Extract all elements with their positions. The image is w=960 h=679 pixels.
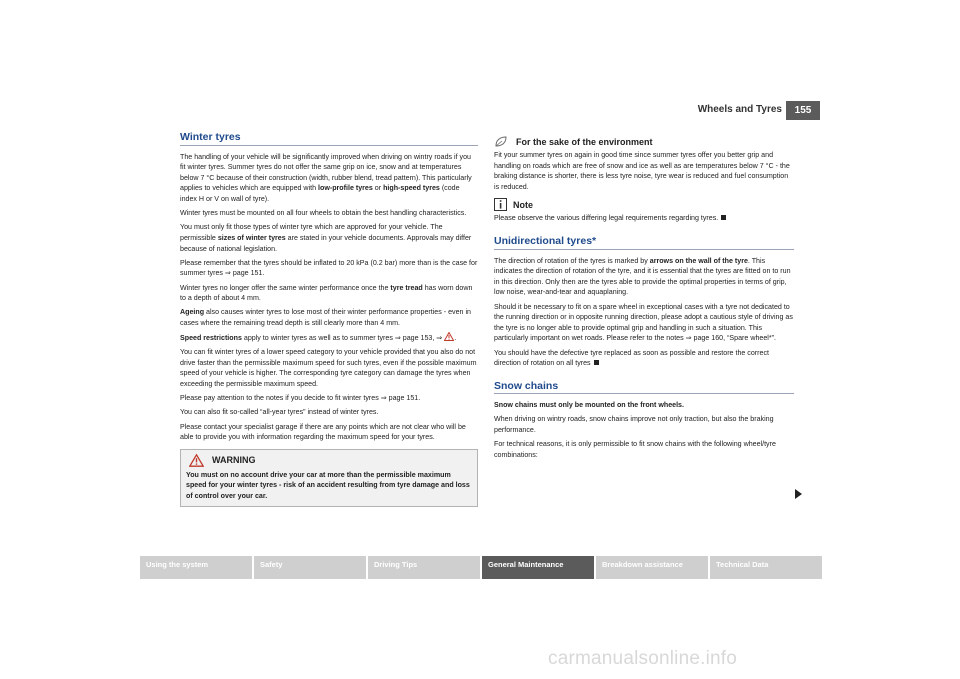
heading-winter-tyres: Winter tyres (180, 132, 478, 146)
note-title: Note (513, 199, 533, 210)
paragraph: You should have the defective tyre replaced as soon as possible and restore the correct direction of rotation on all tyres (494, 348, 769, 368)
paragraph: Speed restrictions apply to winter tyres as well as to summer tyres ⇒ page 153, ⇒ . (180, 334, 457, 343)
leaf-icon (494, 136, 508, 148)
tab-safety[interactable]: Safety (254, 556, 366, 579)
heading-unidirectional-tyres: Unidirectional tyres* (494, 236, 794, 250)
paragraph: Should it be necessary to fit on a spare wheel in exceptional cases with a tyre not dedicated to the running direction or in opposite running direction, please adopt a cautious style of driving as the tyre is no longer able to provide optimal grip and handling in such a situation. This particularly important on wet roads. Please refer to the notes ⇒ page 160, “Spare wheel*”. (494, 302, 793, 343)
warning-box (180, 449, 478, 507)
heading-snow-chains: Snow chains (494, 381, 794, 395)
left-column (180, 132, 478, 507)
warning-title: WARNING (212, 454, 256, 465)
environment-text: Fit your summer tyres on again in good time since summer tyres offer you better grip and handling on roads which are free of snow and ice as well as are temperatures below 7 °C - the braking distance is shorter, there is less tyre noise, tyre wear is reduced and fuel consumption is reduced. (494, 151, 790, 191)
warning-triangle-icon (189, 454, 204, 467)
environment-title: For the sake of the environment (516, 136, 653, 147)
paragraph: The handling of your vehicle will be significantly improved when driving on wintry roads if you fit winter tyres. Summer tyres do not offer the same grip on ice, snow and at temperatures below 7 °C because of their construction (width, rubber blend, tread pattern). This particularly applies to vehicles which are equipped with low-profile tyres or high-speed tyres (code index H or V on wall of tyre). (180, 152, 472, 203)
arrow-right-icon (795, 489, 802, 499)
paragraph: You can also fit so-called “all-year tyres” instead of winter tyres. (180, 408, 379, 417)
paragraph: The direction of rotation of the tyres is marked by arrows on the wall of the tyre. This indicates the direction of rotation of the tyre, and it is essential that the tyres are fitted on to run in this direction. Only then are the tyres able to provide the optimal properties in terms of grip, low noise, wear-and-tear and aquaplaning. (494, 256, 791, 297)
paragraph: You can fit winter tyres of a lower speed category to your vehicle provided that you also do not drive faster than the permissible maximum speed for such tyres, even if the possible maximum speed of your vehicle is higher. The corresponding tyre category can damage the tyres when exceeding the permissible maximum speed. (180, 348, 477, 389)
right-column (494, 132, 794, 464)
page-number: 155 (786, 101, 820, 120)
end-of-section-marker (721, 215, 726, 220)
end-of-section-marker (594, 360, 599, 365)
warning-text: You must on no account drive your car at more than the permissible maximum speed for your winter tyres - risk of an accident resulting from tyre damage and loss of control over your car. (186, 470, 470, 500)
tab-general-maintenance[interactable]: General Maintenance (482, 556, 594, 579)
paragraph: Please pay attention to the notes if you decide to fit winter tyres ⇒ page 151. (180, 394, 421, 403)
paragraph: Please remember that the tyres should be inflated to 20 kPa (0.2 bar) more than is the case for summer tyres ⇒ page 151. (180, 258, 478, 278)
tab-breakdown-assistance[interactable]: Breakdown assistance (596, 556, 708, 579)
page-header (640, 101, 820, 120)
tab-technical-data[interactable]: Technical Data (710, 556, 822, 579)
paragraph: Winter tyres must be mounted on all four wheels to obtain the best handling characteristics. (180, 209, 467, 218)
paragraph: Winter tyres no longer offer the same winter performance once the tyre tread has worn down to a depth of about 4 mm. (180, 283, 473, 303)
header-title: Wheels and Tyres (697, 104, 782, 115)
tab-driving-tips[interactable]: Driving Tips (368, 556, 480, 579)
paragraph: Snow chains must only be mounted on the front wheels. (494, 401, 684, 410)
paragraph: You must only fit those types of winter tyre which are approved for your vehicle. The permissible sizes of winter tyres are stated in your vehicle documents. Approvals may differ because of national legislation. (180, 223, 472, 253)
note-text: Please observe the various differing legal requirements regarding tyres. (494, 213, 794, 224)
watermark: carmanualsonline.info (548, 648, 738, 669)
paragraph: Please contact your specialist garage if there are any points which are not clear who will be able to provide you with information regarding the maximum speed for your tyres. (180, 422, 466, 442)
chapter-tabs (140, 556, 822, 579)
paragraph: Ageing also causes winter tyres to lose most of their winter performance properties - even in cases where the remaining tread depth is still clearly more than 4 mm. (180, 308, 471, 327)
paragraph: For technical reasons, it is only permissible to fit snow chains with the following wheel/tyre combinations: (494, 440, 776, 459)
info-icon (494, 198, 507, 211)
tab-using-the-system[interactable]: Using the system (140, 556, 252, 579)
warning-triangle-icon (444, 332, 454, 341)
paragraph: When driving on wintry roads, snow chains improve not only traction, but also the braking performance. (494, 415, 774, 435)
